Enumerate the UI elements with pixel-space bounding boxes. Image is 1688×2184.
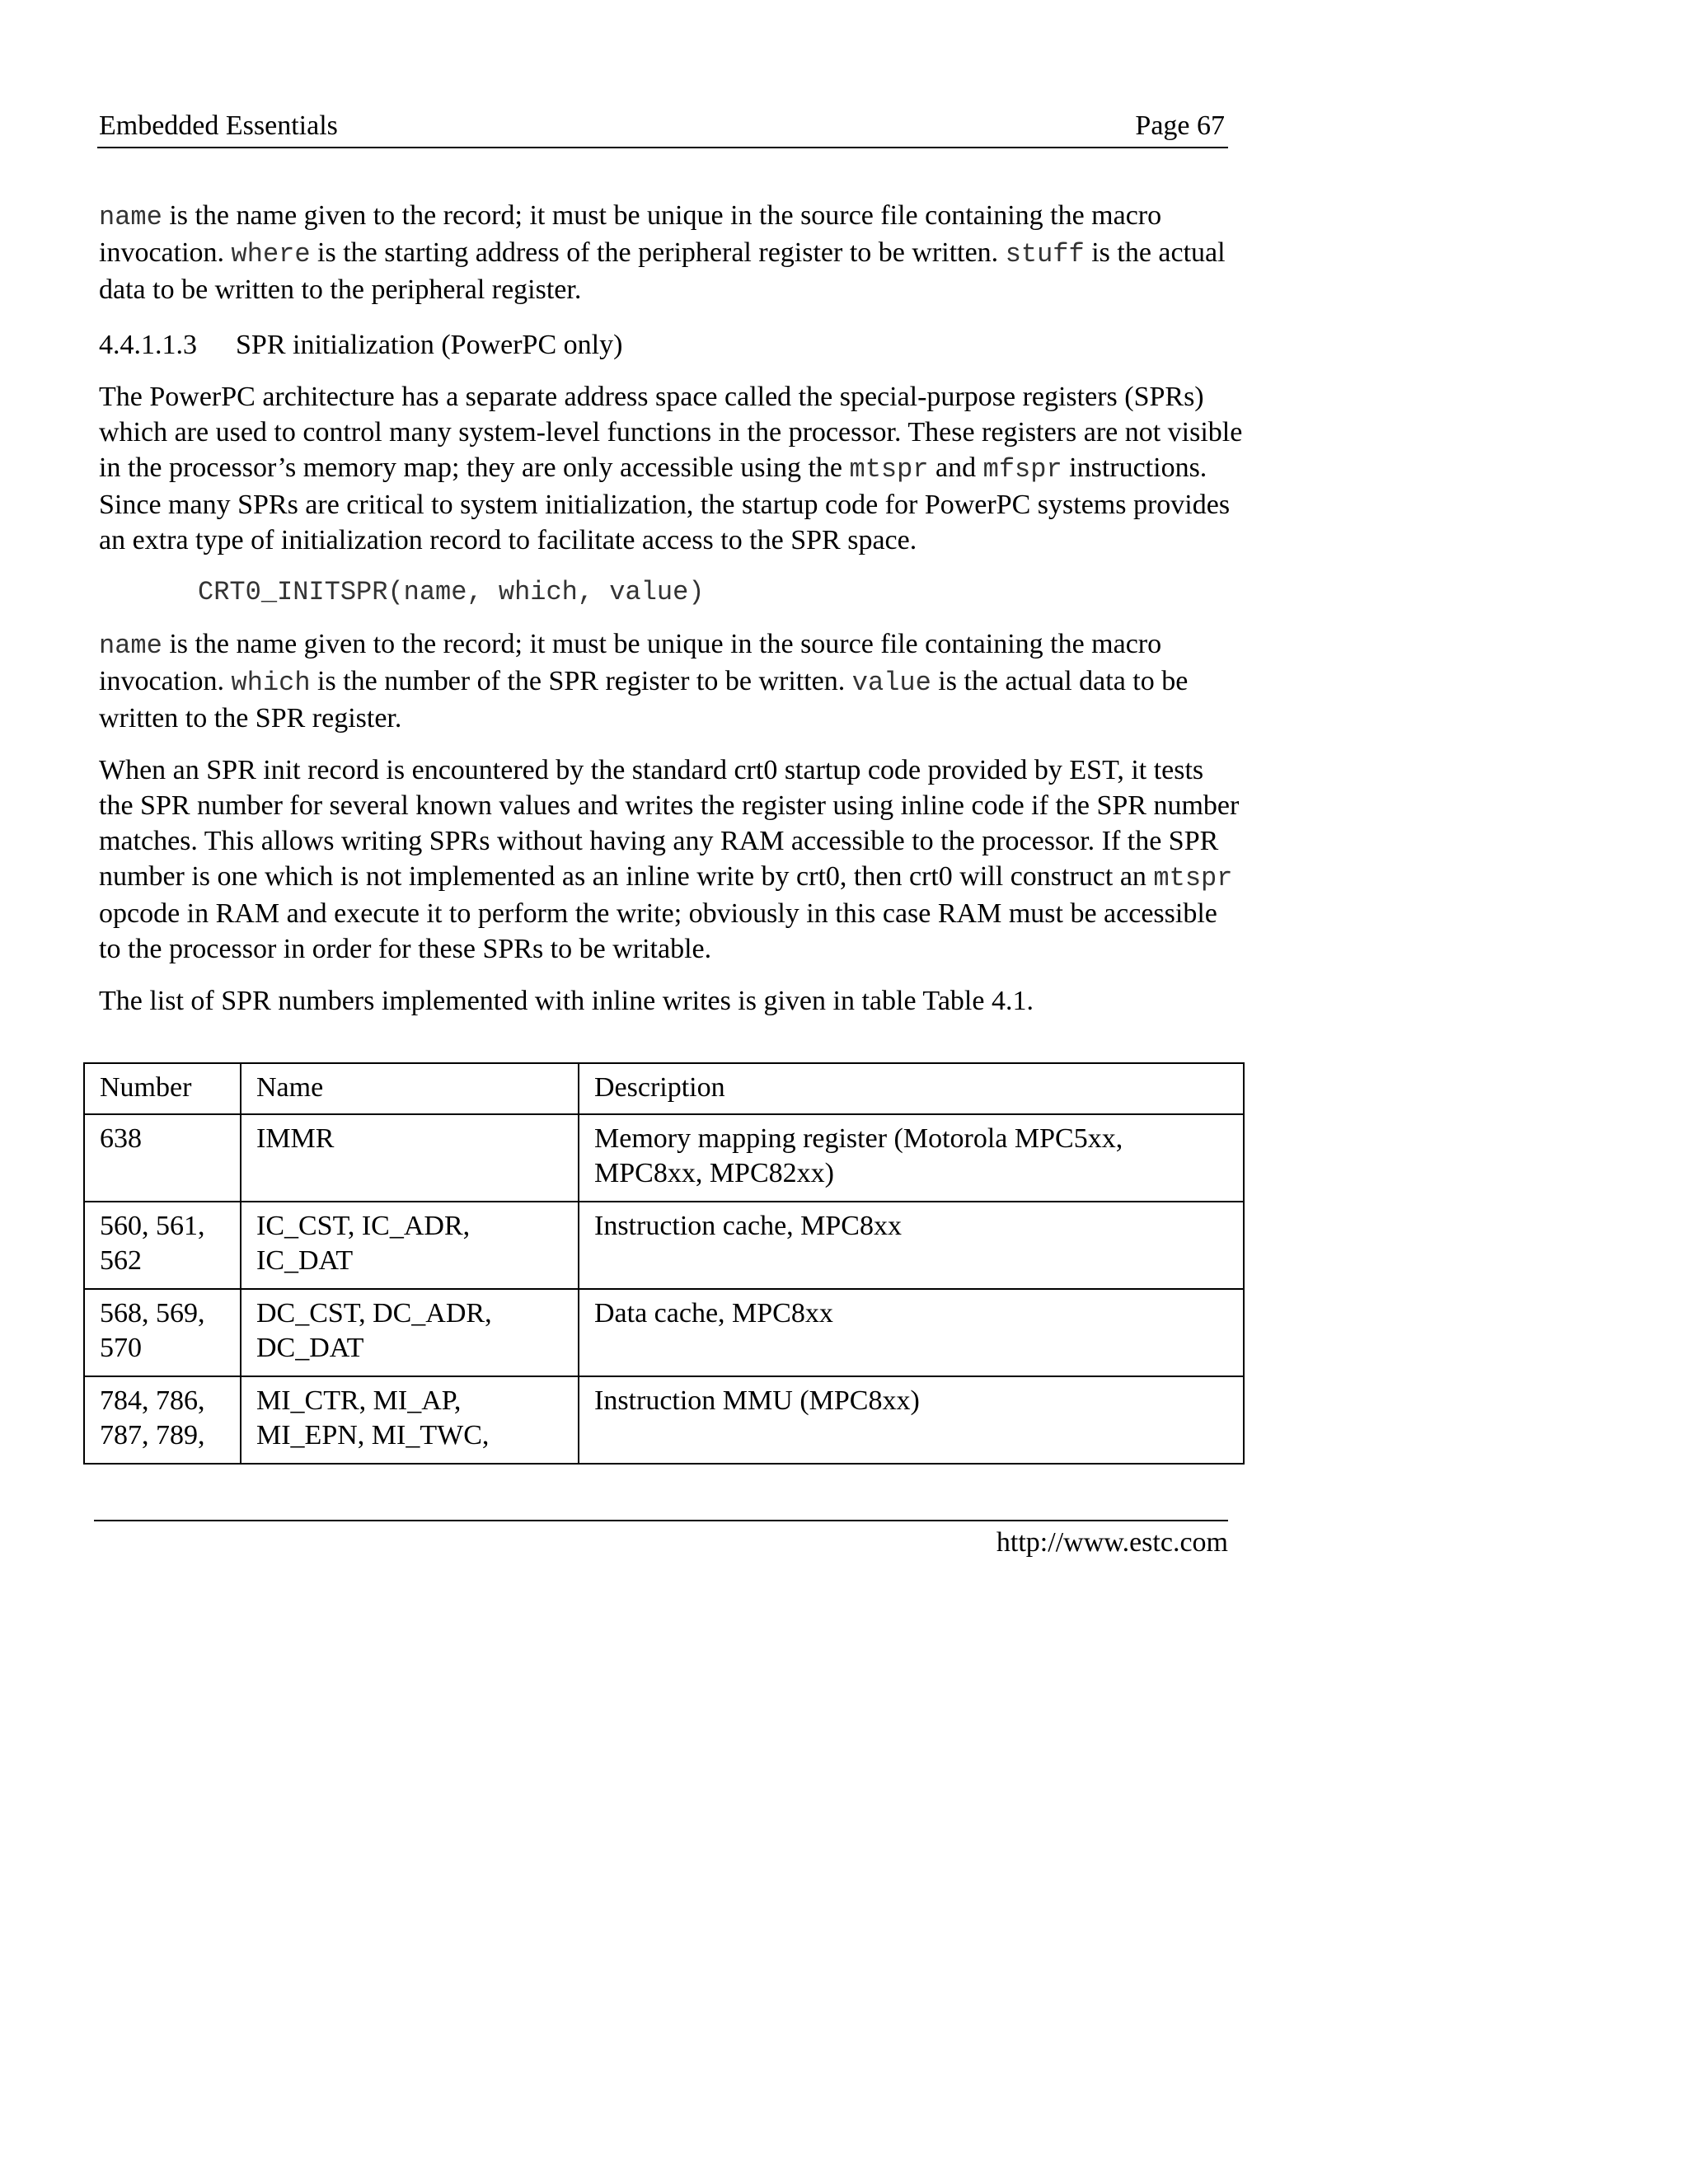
code-which: which bbox=[231, 668, 311, 698]
code-name: name bbox=[99, 630, 162, 661]
footer-rule bbox=[94, 1520, 1228, 1521]
page-header bbox=[97, 105, 1228, 148]
table-header-row bbox=[84, 1063, 1244, 1114]
table-cell: 560, 561, 562 bbox=[84, 1202, 241, 1289]
document-title: Embedded Essentials bbox=[99, 110, 338, 141]
text-run: opcode in RAM and execute it to perform the write; obviously in this case RAM must be accessible to the processor in order for these SPRs to be writable. bbox=[99, 898, 1217, 964]
spr-table bbox=[83, 1062, 1245, 1465]
code-name: name bbox=[99, 202, 162, 232]
table-header-cell: Name bbox=[241, 1063, 579, 1114]
paragraph-spr-record bbox=[99, 626, 1245, 736]
text-run: and bbox=[928, 452, 983, 483]
text-run: The PowerPC architecture has a separate address space called the special-purpose registers (SPRs) which are used to control many system-level functions in the processor. These registers are not visible in the processor’s memory map; they are only accessible using the bbox=[99, 382, 1243, 483]
text-run: is the number of the SPR register to be written. bbox=[310, 666, 852, 696]
text-run: is the actual data to be written to the peripheral register. bbox=[99, 237, 1226, 305]
section-heading bbox=[99, 327, 1245, 363]
text-run: is the starting address of the peripheral register to be written. bbox=[310, 237, 1006, 268]
table-row bbox=[84, 1289, 1244, 1376]
code-mfspr: mfspr bbox=[982, 454, 1062, 485]
table-cell: Instruction cache, MPC8xx bbox=[579, 1202, 1244, 1289]
code-value: value bbox=[851, 668, 931, 698]
table-row bbox=[84, 1114, 1244, 1202]
paragraph-record-description bbox=[99, 198, 1245, 307]
table-cell: Instruction MMU (MPC8xx) bbox=[579, 1376, 1244, 1464]
section-title: SPR initialization (PowerPC only) bbox=[236, 330, 623, 360]
paragraph-powerpc-spr bbox=[99, 379, 1245, 558]
text-run: is the name given to the record; it must be unique in the source file containing the macro invocation. bbox=[99, 200, 1162, 268]
table-cell: Data cache, MPC8xx bbox=[579, 1289, 1244, 1376]
table-cell: 568, 569, 570 bbox=[84, 1289, 241, 1376]
table-header-cell: Number bbox=[84, 1063, 241, 1114]
table-row bbox=[84, 1376, 1244, 1464]
table-cell: 784, 786, 787, 789, bbox=[84, 1376, 241, 1464]
code-mtspr: mtspr bbox=[849, 454, 929, 485]
footer-url: http://www.estc.com bbox=[996, 1527, 1228, 1558]
table-row bbox=[84, 1202, 1244, 1289]
paragraph-table-intro: The list of SPR numbers implemented with inline writes is given in table Table 4.1. bbox=[99, 986, 1034, 1016]
table-cell: IMMR bbox=[241, 1114, 579, 1202]
text-run: is the name given to the record; it must be unique in the source file containing the macro invocation. bbox=[99, 629, 1162, 696]
code-mtspr: mtspr bbox=[1153, 863, 1233, 893]
text-run: is the actual data to be written to the SPR register. bbox=[99, 666, 1189, 733]
table-cell: MI_CTR, MI_AP, MI_EPN, MI_TWC, bbox=[241, 1376, 579, 1464]
page-body bbox=[99, 198, 1245, 1035]
table-cell: DC_CST, DC_ADR, DC_DAT bbox=[241, 1289, 579, 1376]
code-example: CRT0_INITSPR(name, which, value) bbox=[198, 577, 705, 607]
text-run: When an SPR init record is encountered by the standard crt0 startup code provided by EST, it tests the SPR number for several known values and writes the register using inline code if the SPR number matches. This allows writing SPRs without having any RAM accessible to the processor. If the SPR number is one which is not implemented as an inline write by crt0, then crt0 will construct an bbox=[99, 755, 1240, 892]
page-number: Page 67 bbox=[1135, 110, 1225, 141]
table-cell: Memory mapping register (Motorola MPC5xx, MPC8xx, MPC82xx) bbox=[579, 1114, 1244, 1202]
table-cell: IC_CST, IC_ADR, IC_DAT bbox=[241, 1202, 579, 1289]
table-cell: 638 bbox=[84, 1114, 241, 1202]
code-stuff: stuff bbox=[1005, 239, 1085, 269]
code-where: where bbox=[231, 239, 311, 269]
section-number: 4.4.1.1.3 bbox=[99, 330, 197, 360]
table-header-cell: Description bbox=[579, 1063, 1244, 1114]
text-run: instructions. Since many SPRs are critical to system initialization, the startup code for PowerPC systems provides an extra type of initialization record to facilitate access to the SPR space. bbox=[99, 452, 1231, 555]
paragraph-crt0-behavior bbox=[99, 752, 1245, 967]
